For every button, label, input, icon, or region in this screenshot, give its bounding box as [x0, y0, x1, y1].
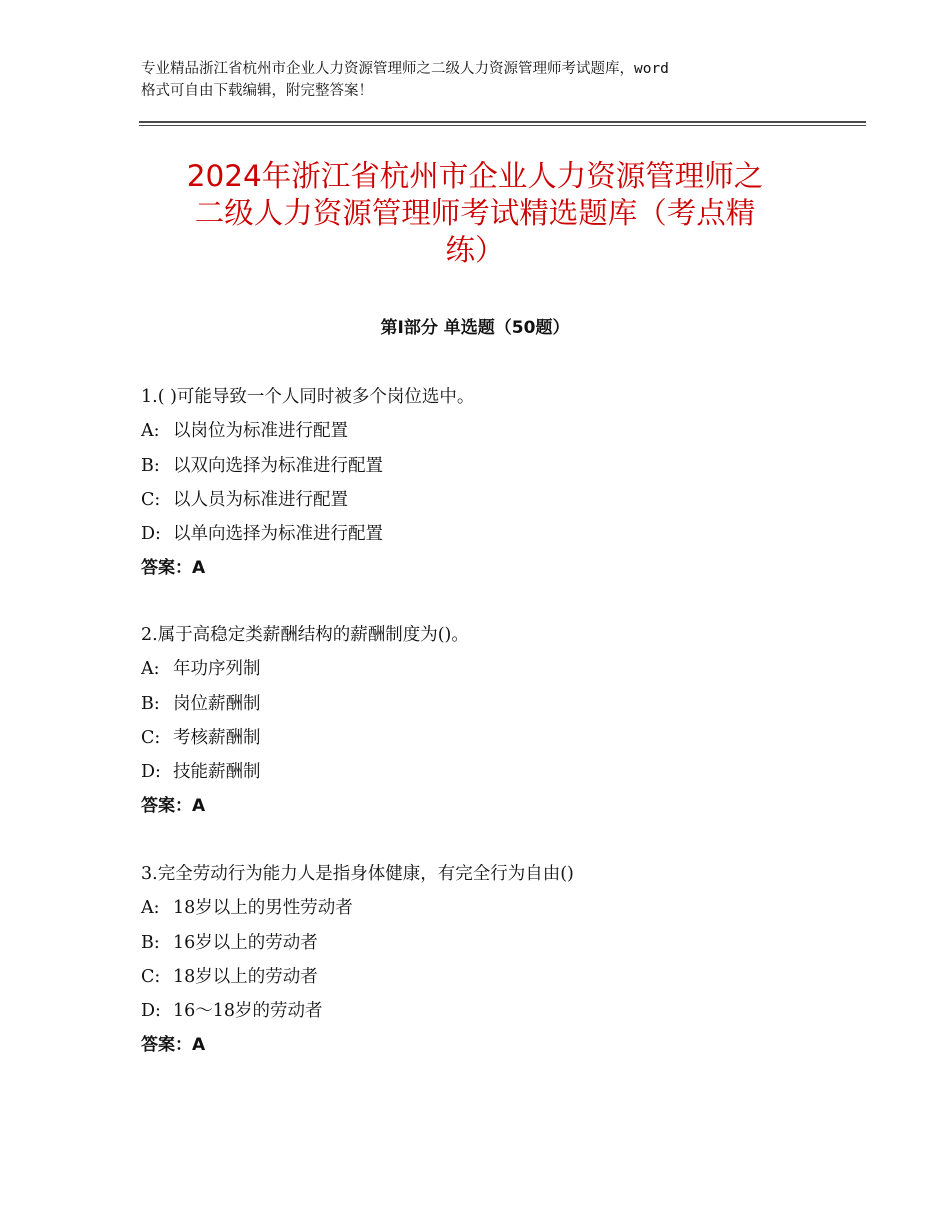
option-text: 技能薪酬制: [173, 762, 261, 783]
option-text: 16岁以上的劳动者: [173, 932, 318, 953]
option-text: 以人员为标准进行配置: [173, 489, 348, 510]
question-2: [141, 618, 861, 824]
option-text: 以岗位为标准进行配置: [173, 421, 348, 442]
option-c: [141, 960, 861, 994]
option-c: [141, 721, 861, 755]
answer-label: 答案：A: [141, 558, 206, 579]
option-text: 以双向选择为标准进行配置: [173, 455, 383, 476]
option-c: [141, 483, 861, 517]
option-d: [141, 994, 861, 1028]
answer-label: 答案：A: [141, 1035, 206, 1056]
option-letter: B:: [141, 455, 160, 476]
question-stem: 3.完全劳动行为能力人是指身体健康，有完全行为自由(): [141, 864, 574, 884]
document-title-line2: 二级人力资源管理师考试精选题库（考点精: [194, 196, 756, 230]
option-text: 16～18岁的劳动者: [173, 1001, 323, 1022]
answer-label: 答案：A: [141, 796, 206, 817]
option-letter: C:: [141, 489, 161, 510]
document-title-line1: 2024年浙江省杭州市企业人力资源管理师之: [186, 159, 764, 193]
option-letter: A:: [141, 659, 160, 680]
option-letter: D:: [141, 524, 161, 545]
question-1: [141, 380, 861, 586]
header-divider-thin: [139, 125, 866, 126]
question-stem: 2.属于高稳定类薪酬结构的薪酬制度为()。: [141, 625, 469, 645]
option-a: [141, 652, 861, 686]
document-title: [130, 158, 820, 269]
option-b: [141, 687, 861, 721]
header-note-line1: 专业精品浙江省杭州市企业人力资源管理师之二级人力资源管理师考试题库，word: [141, 61, 669, 77]
header-note-line2: 格式可自由下载编辑，附完整答案！: [141, 83, 373, 99]
option-a: [141, 891, 861, 925]
option-text: 以单向选择为标准进行配置: [173, 524, 383, 545]
option-b: [141, 926, 861, 960]
option-letter: D:: [141, 1001, 161, 1022]
option-text: 18岁以上的男性劳动者: [173, 898, 353, 919]
option-text: 18岁以上的劳动者: [173, 966, 318, 987]
option-letter: B:: [141, 932, 160, 953]
option-d: [141, 517, 861, 551]
option-text: 年功序列制: [173, 659, 261, 680]
question-3: [141, 857, 861, 1063]
document-title-line3: 练）: [445, 233, 505, 267]
option-d: [141, 755, 861, 789]
header-divider-thick: [139, 121, 866, 123]
option-letter: B:: [141, 693, 160, 714]
option-a: [141, 414, 861, 448]
section-title: 第Ⅰ部分 单选题（50题）: [380, 318, 570, 338]
option-b: [141, 449, 861, 483]
header-note: [141, 58, 831, 102]
option-text: 考核薪酬制: [173, 727, 261, 748]
option-text: 岗位薪酬制: [173, 693, 261, 714]
option-letter: A:: [141, 421, 160, 442]
option-letter: A:: [141, 898, 160, 919]
question-stem: 1.( )可能导致一个人同时被多个岗位选中。: [141, 387, 475, 407]
option-letter: C:: [141, 727, 161, 748]
option-letter: C:: [141, 966, 161, 987]
option-letter: D:: [141, 762, 161, 783]
